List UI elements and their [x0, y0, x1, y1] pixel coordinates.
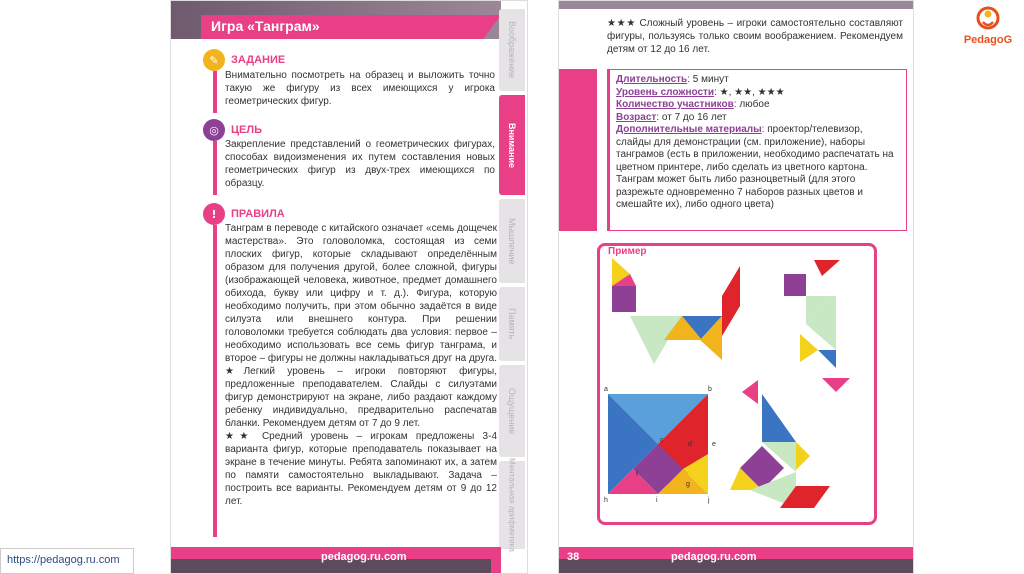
svg-text:i: i	[656, 497, 658, 504]
rules-rule	[213, 225, 217, 537]
task-text: Внимательно посмотреть на образец и выложить точно такую же фигуру из всех имеющихся у игрока геометрических фигур.	[225, 70, 495, 107]
svg-text:h: h	[604, 497, 608, 504]
footer-site[interactable]: pedagog.ru.com	[321, 551, 407, 563]
tab-thinking[interactable]: Мышление	[499, 199, 525, 283]
svg-text:g: g	[686, 481, 690, 488]
page-number: 38	[567, 551, 580, 563]
svg-text:j: j	[708, 497, 710, 504]
goal-text: Закрепление представлений о геометрических фигурах, способах видоизменения их путем составления новых геометрических фигур из двух-трех имеющихся по образцу.	[225, 139, 495, 189]
task-heading: ✎ ЗАДАНИЕ	[203, 49, 285, 71]
logo-icon	[958, 4, 1018, 34]
tab-memory[interactable]: Память	[499, 287, 525, 361]
task-rule	[213, 71, 217, 113]
example-title: Пример	[608, 246, 647, 257]
left-page	[170, 0, 528, 574]
svg-text:d: d	[688, 441, 692, 448]
info-box	[607, 69, 907, 231]
footer-site[interactable]: pedagog.ru.com	[671, 551, 757, 563]
tab-mental-arithmetic[interactable]: Ментальная арифметика	[499, 461, 525, 549]
tab-sensation[interactable]: Ощущение	[499, 365, 525, 457]
goal-heading: ◎ ЦЕЛЬ	[203, 119, 262, 141]
source-url[interactable]: https://pedagog.ru.com	[0, 548, 134, 574]
side-tabs	[497, 9, 527, 552]
page-number: 37	[508, 551, 521, 563]
tangram-examples	[600, 246, 874, 522]
target-icon: ◎	[203, 119, 225, 141]
svg-text:e: e	[712, 441, 716, 448]
goal-rule	[213, 141, 217, 195]
rules-heading: ! ПРАВИЛА	[203, 203, 285, 225]
hard-level-text: ★★★ Сложный уровень – игроки самостоятельно составляют фигуры, пользуясь только своим воображением. Рекомендуем детям от 12 до 16 лет.	[607, 18, 903, 55]
clipboard-icon: ✎	[203, 49, 225, 71]
right-page	[558, 0, 914, 574]
footer	[559, 539, 914, 573]
tab-attention[interactable]: Внимание	[499, 95, 525, 195]
svg-text:f: f	[636, 471, 638, 478]
age: Возраст: от 7 до 16 лет	[616, 111, 727, 123]
svg-text:a: a	[604, 386, 608, 393]
tangram-figure-bird	[784, 260, 850, 392]
difficulty: Уровень сложности: ★, ★★, ★★★	[616, 86, 785, 98]
logo-name: PedagoG	[963, 34, 1013, 46]
tangram-figure-runner	[730, 380, 830, 508]
pedagog-logo	[958, 4, 1018, 48]
participants: Количество участников: любое	[616, 99, 770, 110]
footer	[171, 539, 528, 573]
rules-text: Танграм в переводе с китайского означает «семь дощечек мастерства». Это головоломка, состоящая из семи плоских фигур, которые складывают определённым образом для получения другой, более сложной, фигуры (изображающей человека, животное, предмет домашнего обихода, букву или цифру и т. д.). Фигура, которую необходимо получить, при этом обычно задаётся в виде силуэта или внешнего контура. При решении головоломки требуется соблюдать два условия: первое – необходимо использовать все семь фигур танграма, и второе – фигуры не должны накладываться друг на друга. ★Легкий уровень – игроки повторяют фигуры, предложенные преподавателем. Слайды с силуэтами фигур демонстрируют на экране, либо раздают каждому ребенку индивидуально, предварительно распечатав бланки. Рекомендуем детям от 7 до 9 лет. ★★ Средний уровень – игрокам предложены 3-4 варианта фигур, которые преподаватель показывает на экране в течение минуты. Ребята запоминают их, а затем по памяти самостоятельно выкладывают. Задача – построить все варианты. Рекомендуем детям от 9 до 12 лет.	[225, 223, 497, 507]
page-title: Игра «Танграм»	[211, 18, 320, 34]
tangram-figure-square	[604, 386, 716, 504]
alert-icon: !	[203, 203, 225, 225]
tab-imagination[interactable]: Воображение	[499, 9, 525, 91]
svg-text:b: b	[708, 386, 712, 393]
duration: Длительность: 5 минут	[616, 74, 729, 85]
tangram-figure-cat	[612, 258, 740, 364]
info-strip	[559, 69, 597, 231]
top-strip	[559, 1, 914, 9]
example-box	[597, 243, 877, 525]
materials: Дополнительные материалы: проектор/телевизор, слайды для демонстрации (см. приложение), наборы танграмов (есть в приложении, необходимо распечатать на цветном принтере, либо сделать из цветного картона. Танграм может быть либо разноцветный (для этого разрежьте одновременно 7 наборов разных цветов и смешайте их), либо одного цвета)	[616, 124, 894, 210]
svg-text:c: c	[660, 437, 664, 444]
